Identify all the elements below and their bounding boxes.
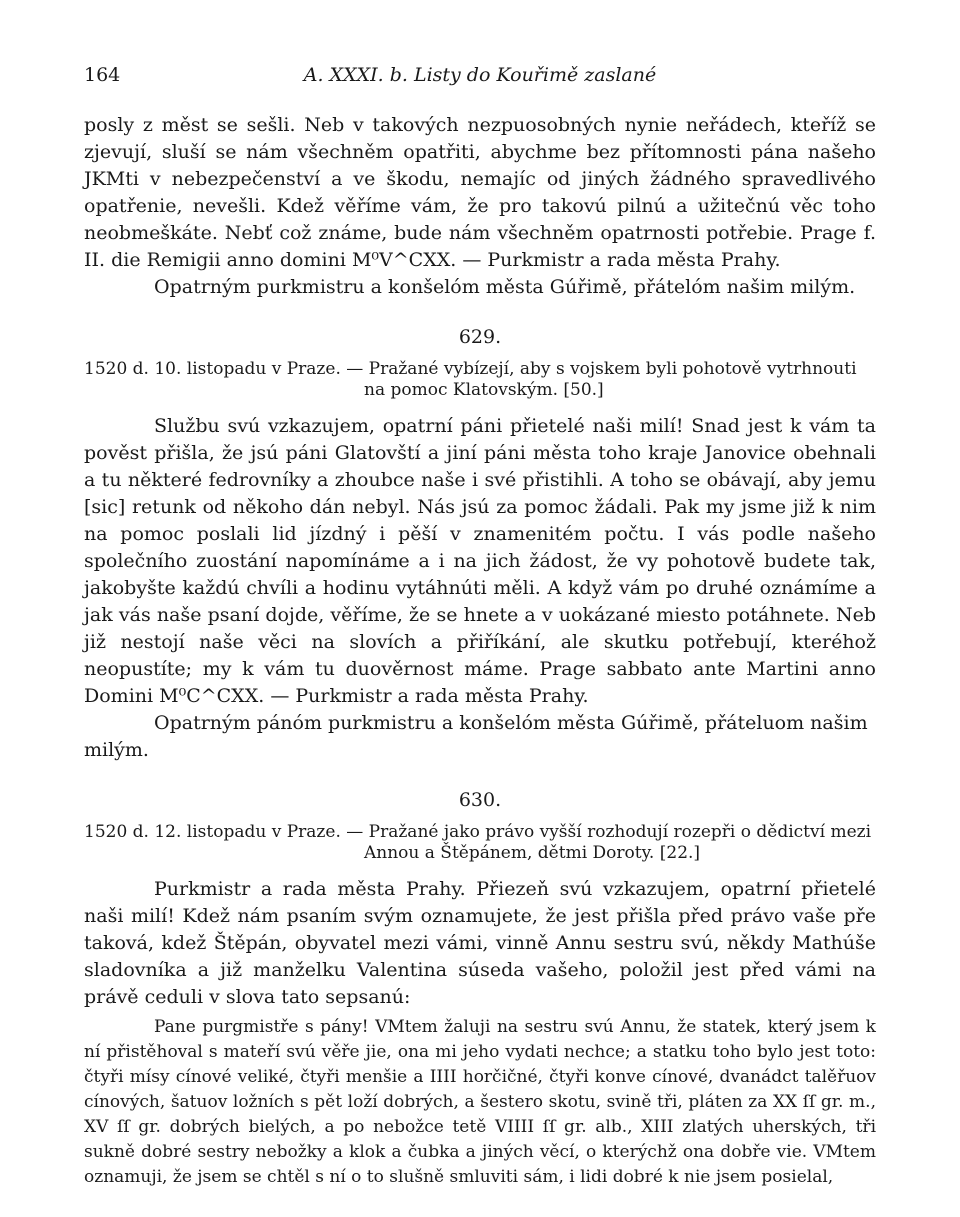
letter-629-address: Opatrným pánóm purkmistru a konšelóm města Gúřimě, přáteluom našim milým. [84,712,868,761]
quoted-complaint: Pane purgmistře s pány! VMtem žaluji na sestru svú Annu, že statek, který jsem k ní přistěhoval s mateří svú věře jie, ona mi jeho vydati nechce; a statku toho bylo jest toto: čtyři mísy cínové veliké, čtyři menšie a IIII horčičné, čtyři konve cínové, dvanádct talěřuov cínových, šatuov ložních s pět loží dobrých, a šestero skotu, svině tři, pláten za XX ſſ gr. m., XV ſſ gr. dobrých bielých, a po nebožce tetě VIIII ſſ gr. alb., XIII zlatých uherských, tři sukně dobré sestry nebožky a klok a čubka a jiných věcí, o kterýchž ona dobře vie. VMtem oznamuji, že jsem se chtěl s ní o to slušně smluviti sám, i lidi dobré k nie jsem posielal, [84,1017,876,1187]
document-number-629: 629. [458,326,502,348]
letter-629-text: Službu svú vzkazujem, opatrní páni přietelé naši milí! Snad jest k vám ta pověst přišla, že jsú páni Glatovští a jiní páni města toho kraje Janovice obehnali a tu některé fedrovníky a zhoubce naše i své přistihli. A toho se obávají, aby jemu [sic] retunk od někoho dán nebyl. Nás jsú za pomoc žádali. Pak my jsme již k nim na pomoc poslali lid jízdný i pěší v znamenitém počtu. I vás podle našeho společního zuostání napomínáme a i na jich žádost, že vy pohotově budete tak, jakobyšte každú chvíli a hodinu vytáhnúti měli. A když vám po druhé oznámíme a jak vás naše psaní dojde, věříme, že se hnete a v uokázané miesto potáhnete. Neb již nestojí naše věci na slovích a přiříkání, ale skutku potřebují, kteréhož neopustíte; my k vám tu duověrnost máme. Prage sabbato ante Martini anno Domini M⁰C^CXX. — Purkmistr a rada města Prahy. [84,415,876,707]
letter-630-text: Purkmistr a rada města Prahy. Přiezeň svú vzkazujem, opatrní přietelé naši milí! Kdež nám psaním svým oznamujete, že jest přišla před právo vaše pře taková, kdež Štěpán, obyvatel mezi vámi, vinně Annu sestru svú, někdy Mathúše sladovníka a již manželku Valentina súseda vašeho, položil jest před vámi na právě ceduli v slova tato sepsanú: [84,878,876,1008]
prev-letter-address: Opatrným purkmistru a konšelóm města Gúřimě, přátelóm našim milým. [154,276,856,298]
document-number-630: 630. [458,789,502,811]
page-number: 164 [84,64,121,86]
page-header [84,60,876,90]
regest-629: 1520 d. 10. listopadu v Praze. — Pražané vybízejí, aby s vojskem byli pohotově vytrhnouti na pomoc Klatovským. [50.] [84,359,857,400]
running-title: A. XXXI. b. Listy do Kouřimě zaslané [303,64,657,86]
regest-630: 1520 d. 12. listopadu v Praze. — Pražané jako právo vyšší rozhodují rozepři o dědictví mezi Annou a Štěpánem, dětmi Doroty. [22.] [84,822,872,863]
prev-letter-text: posly z měst se sešli. Neb v takových nezpuosobných nynie neřádech, kteříž se zjevují, sluší se nám všechněm opatřiti, abychme bez přítomnosti pána našeho JKMti v nebezpečenství a ve škodu, nemajíc od jiných žádného spravedlivého opatřenie, nevešli. Kdež věříme vám, že pro takovú pilnú a užitečnú věc toho neobmeškáte. Nebť což známe, bude nám všechněm opatrnosti potřebie. Prage f. II. die Remigii anno domini M⁰V^CXX. — Purkmistr a rada města Prahy. [84,114,876,271]
